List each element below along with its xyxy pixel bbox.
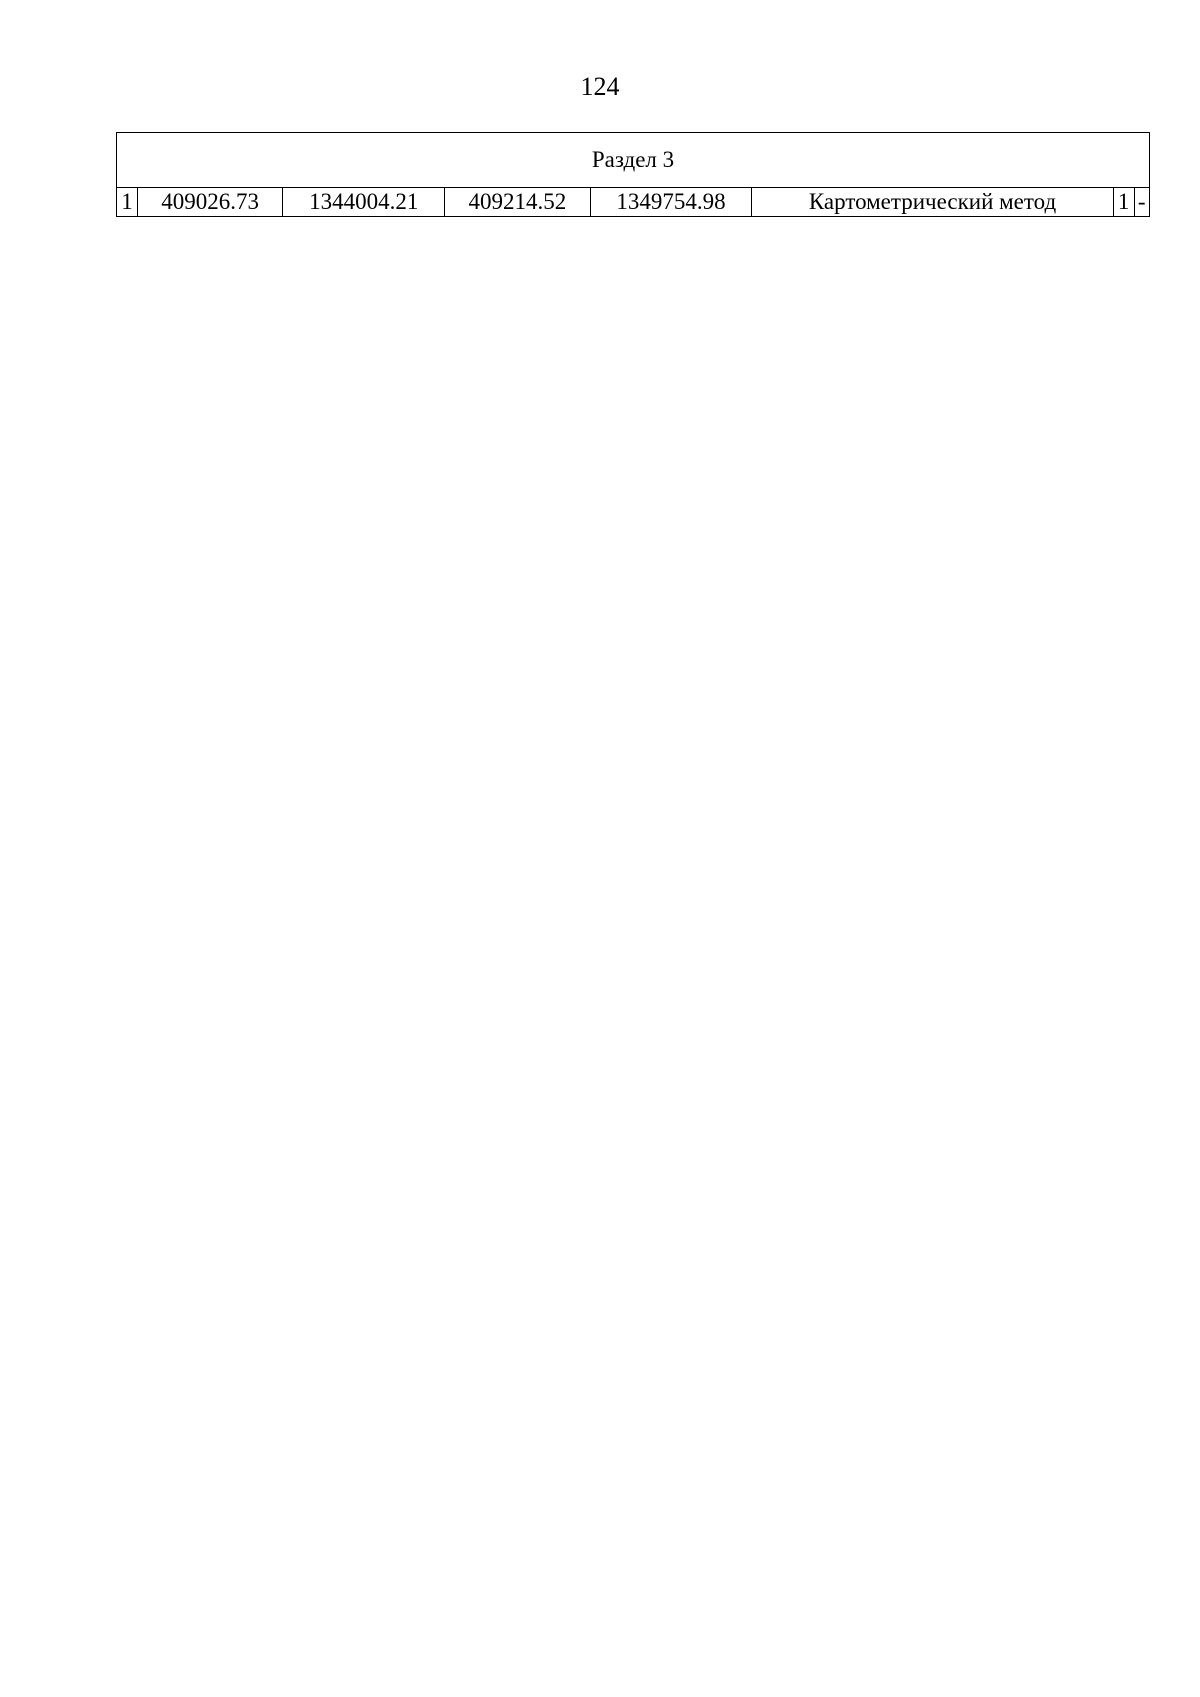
c: 1344004.21 (283, 188, 445, 217)
c: 1 (117, 188, 138, 217)
section-title: Раздел 3 (117, 133, 1150, 188)
c: - (1134, 188, 1149, 217)
c: Картометрический метод (752, 188, 1113, 217)
c: 409026.73 (137, 188, 282, 217)
coords-table (116, 132, 1150, 217)
c: 1349754.98 (590, 188, 752, 217)
c: 1 (1113, 188, 1134, 217)
c: 409214.52 (445, 188, 590, 217)
page-number: 124 (580, 72, 620, 101)
